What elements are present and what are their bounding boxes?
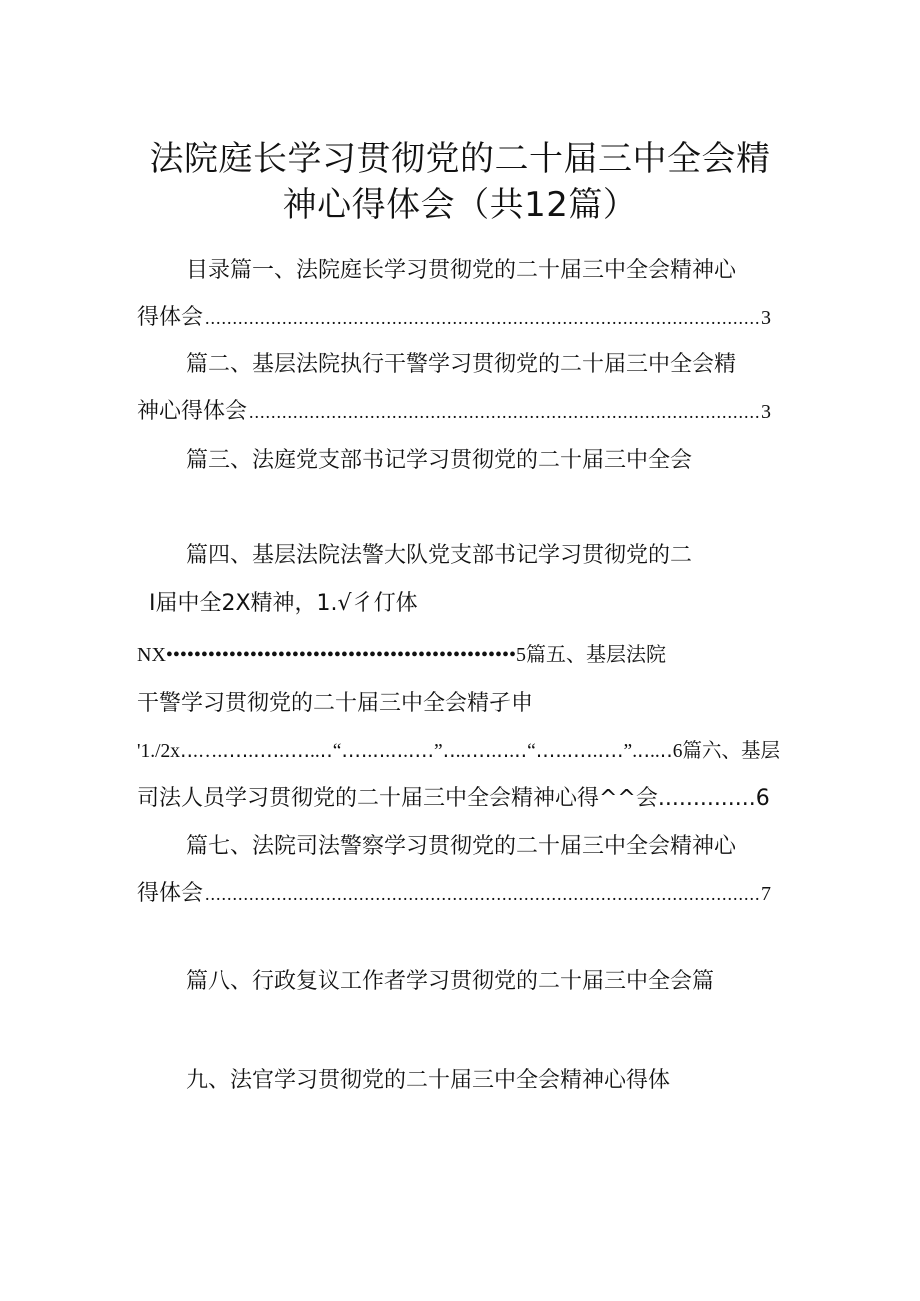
toc-entry-5-line3: '1./2x‥.….‥‥.‥‥.‥‥..‥“‥‥.‥.‥.‥‥”‥..‥‥.‥.‥“‥‥.‥‥.‥‥”.‥..‥6篇六、基层 — [137, 740, 780, 762]
toc-entry-7-line1: 篇七、法院司法警察学习贯彻党的二十届三中全会精神心 — [186, 834, 737, 859]
toc-entry-1-line1: 目录篇一、法院庭长学习贯彻党的二十届三中全会精神心 — [186, 258, 737, 283]
document-title-line2: 神心得体会（共12篇） — [282, 185, 638, 225]
toc-entry-2-row — [137, 397, 771, 427]
toc-entry-5-line2: 干警学习贯彻党的二十届三中全会精孑申 — [137, 691, 534, 716]
toc-entry-1-line2: 得体会 — [137, 305, 204, 330]
toc-entry-7-page: 7 — [761, 883, 771, 905]
toc-entry-2-line1: 篇二、基层法院执行干警学习贯彻党的二十届三中全会精 — [186, 352, 737, 377]
toc-entry-1-row — [137, 303, 771, 333]
dot-leader — [205, 303, 759, 333]
toc-entry-3-line1: 篇三、法庭党支部书记学习贯彻党的二十届三中全会 — [186, 448, 693, 473]
toc-entry-7-row — [137, 879, 771, 909]
toc-entry-1-page: 3 — [761, 307, 771, 329]
toc-entry-9-line1: 九、法官学习贯彻党的二十届三中全会精神心得体 — [186, 1068, 671, 1093]
dot-leader — [205, 879, 759, 909]
dot-leader — [249, 397, 759, 427]
toc-entry-2-page: 3 — [761, 401, 771, 423]
toc-entry-6-line2: 司法人员学习贯彻党的二十届三中全会精神心得^^会..............6 — [137, 786, 770, 811]
toc-entry-2-line2: 神心得体会 — [137, 399, 248, 424]
toc-entry-8-line1: 篇八、行政复议工作者学习贯彻党的二十届三中全会篇 — [186, 969, 715, 994]
toc-entry-4-line2: I届中全2X精神，1.√彳仃体 — [149, 591, 418, 616]
toc-entry-4-line1: 篇四、基层法院法警大队党支部书记学习贯彻党的二 — [186, 543, 693, 568]
document-title-line1: 法院庭长学习贯彻党的二十届三中全会精 — [149, 139, 771, 179]
toc-entry-7-line2: 得体会 — [137, 881, 204, 906]
toc-entry-4-line3: NX••••••••••••••••••••••••••••••••••••••••••••••••••5篇五、基层法院 — [137, 644, 666, 666]
